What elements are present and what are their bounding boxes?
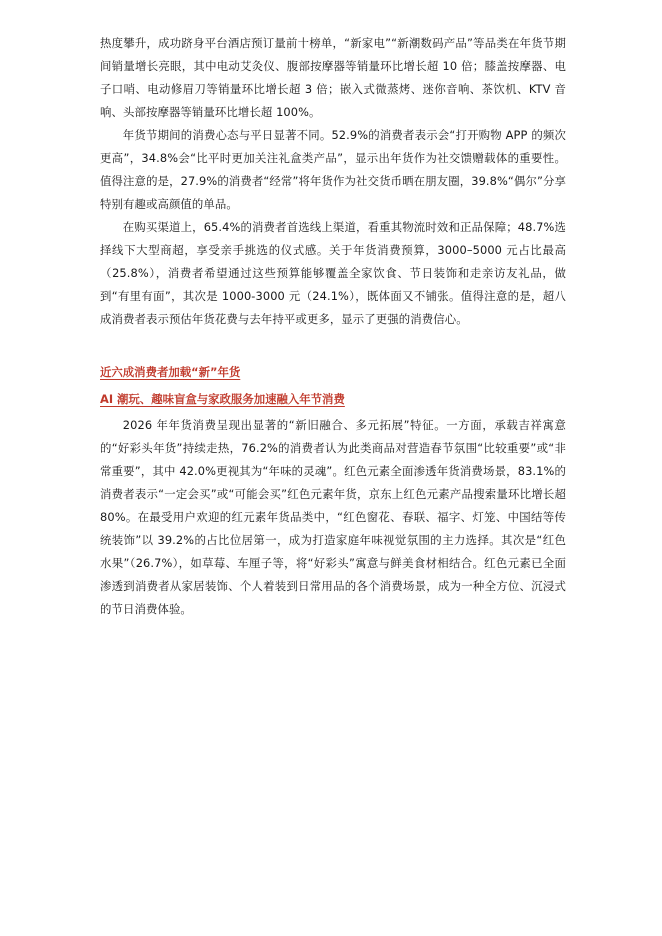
body-paragraph-2: 年货节期间的消费心态与平日显著不同。52.9%的消费者表示会“打开购物 APP 的频次更高”，34.8%会“比平时更加关注礼盒类产品”，显示出年货作为社交馈赠载体的重要性。值得注意的是，27.9%的消费者“经常”将年货作为社交货币晒在朋友圈，39.8%“偶尔”分享特别有趣或高颜值的单品。 xyxy=(100,128,566,211)
section-heading-1-wrap xyxy=(100,361,566,384)
body-paragraph-1: 热度攀升，成功跻身平台酒店预订量前十榜单，“新家电”“新潮数码产品”等品类在年货节期间销量增长亮眼，其中电动艾灸仪、腹部按摩器等销量环比增长超 10 倍；膝盖按摩器、电子口哨、电动修眉刀等销量环比增长超 3 倍；嵌入式微蒸烤、迷你音响、茶饮机、KTV 音响、头部按摩器等销量环比增长超 100%。 xyxy=(100,36,566,119)
body-paragraph-4: 2026 年年货消费呈现出显著的“新旧融合、多元拓展”特征。一方面，承载吉祥寓意的“好彩头年货”持续走热，76.2%的消费者认为此类商品对营造春节氛围“比较重要”或“非常重要”，其中 42.0%更视其为“年味的灵魂”。红色元素全面渗透年货消费场景，83.1%的消费者表示“一定会买”或“可能会买”红色元素年货，京东上红色元素产品搜索量环比增长超 80%。在最受用户欢迎的红元素年货品类中，“红色窗花、春联、福字、灯笼、中国结等传统装饰”以 39.2%的占比位居第一，成为打造家庭年味视觉氛围的主力选择。其次是“红色水果”（26.7%），如草莓、车厘子等，将“好彩头”寓意与鲜美食材相结合。红色元素已全面渗透到消费者从家居装饰、个人着装到日常用品的各个消费场景，成为一种全方位、沉浸式的节日消费体验。 xyxy=(100,418,566,616)
section-heading-2-wrap xyxy=(100,388,566,411)
document-page xyxy=(100,32,566,621)
section-heading-1: 近六成消费者加载“新”年货 xyxy=(100,365,241,379)
section-heading-2: AI 潮玩、趣味盲盒与家政服务加速融入年节消费 xyxy=(100,392,345,406)
body-paragraph-3: 在购买渠道上，65.4%的消费者首选线上渠道，看重其物流时效和正品保障；48.7%选择线下大型商超，享受亲手挑选的仪式感。关于年货消费预算，3000–5000 元占比最高（25.8%），消费者希望通过这些预算能够覆盖全家饮食、节日装饰和走亲访友礼品，做到“有里有面”，其次是 1000-3000 元（24.1%），既体面又不铺张。值得注意的是，超八成消费者表示预估年货花费与去年持平或更多，显示了更强的消费信心。 xyxy=(100,220,566,326)
